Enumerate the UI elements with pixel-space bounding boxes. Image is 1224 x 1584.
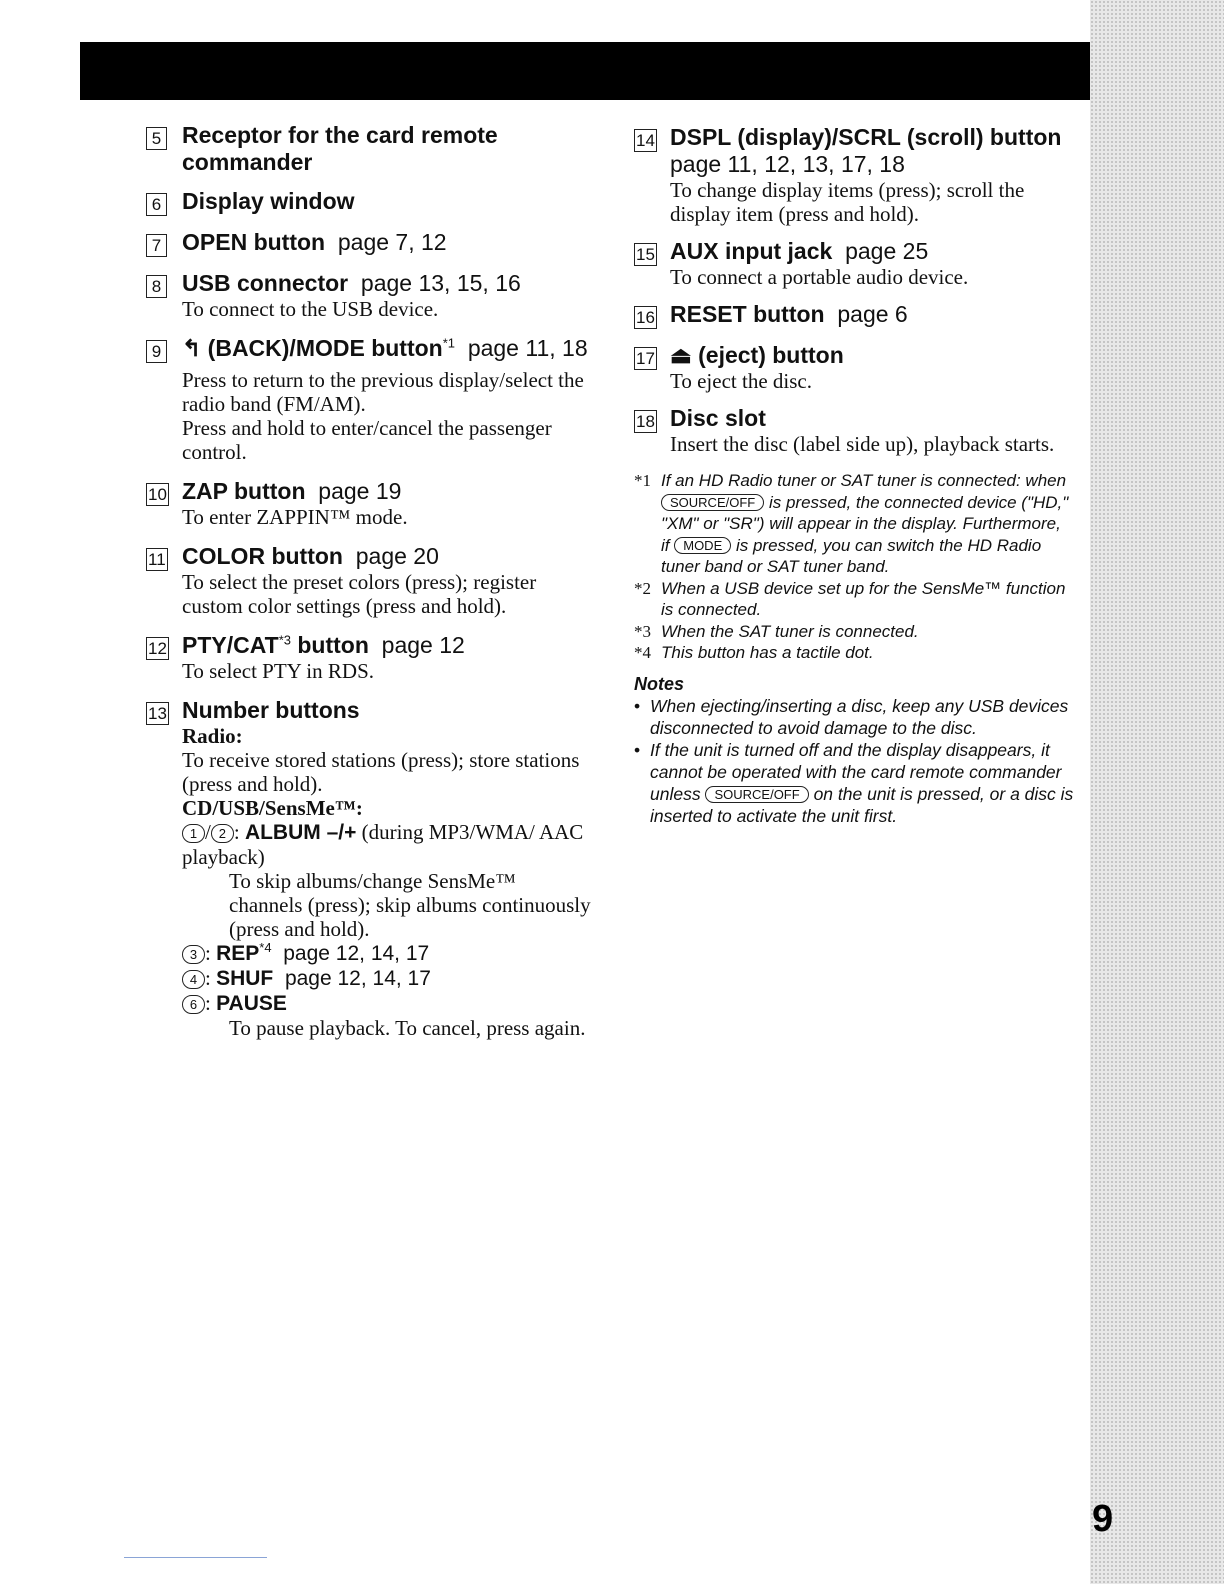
item-title: USB connector [182, 270, 349, 296]
pause-desc: To pause playback. To cancel, press again. [229, 1016, 586, 1040]
item-desc: To select PTY in RDS. [182, 659, 374, 683]
item-title: ZAP button [182, 478, 306, 504]
item-desc: Press and hold to enter/cancel the passenger control. [182, 416, 552, 464]
item-number: 13 [148, 704, 167, 723]
item-number: 9 [146, 340, 167, 363]
page-ref: page 11, 18 [467, 335, 588, 361]
item-number: 8 [146, 275, 167, 298]
item-desc: To connect to the USB device. [182, 297, 439, 321]
item-title: Number buttons [182, 697, 360, 723]
page-ref: page 12, 14, 17 [284, 967, 431, 990]
rep-label: REP [216, 942, 260, 965]
notes-section [634, 674, 1074, 827]
item-number: 10 [148, 485, 167, 504]
source-off-button-icon: SOURCE/OFF [705, 786, 808, 803]
preset-2-button-icon: 2 [211, 824, 234, 843]
footnote-mark: *4 [634, 643, 651, 662]
footnote-1 [634, 470, 1074, 578]
item-title: PTY/CAT [182, 632, 279, 658]
item-number: 7 [146, 234, 167, 257]
footnote-mark: *3 [634, 621, 651, 641]
preset-6-button-icon: 6 [182, 995, 205, 1014]
preset-4-button-icon: 4 [182, 970, 205, 989]
shuf-label: SHUF [216, 967, 274, 990]
notes-title: Notes [634, 673, 685, 694]
page-ref: page 11, 12, 13, 17, 18 [670, 151, 905, 177]
item-number: 17 [636, 349, 655, 368]
item-15 [634, 238, 1074, 289]
footnote-ref: *1 [442, 335, 456, 351]
footnote-mark: *2 [634, 578, 651, 598]
item-number: 6 [146, 193, 167, 216]
note-item [634, 739, 1074, 827]
item-title: (BACK)/MODE button [207, 335, 443, 361]
item-title: DSPL (display)/SCRL (scroll) button [670, 124, 1062, 150]
item-title: AUX input jack [670, 238, 833, 264]
item-number: 18 [636, 412, 655, 431]
pause-label: PAUSE [216, 992, 287, 1015]
item-title: COLOR button [182, 543, 343, 569]
item-desc: To change display items (press); scroll the display item (press and hold). [670, 178, 1025, 226]
page-ref: page 6 [837, 301, 908, 327]
item-17 [634, 342, 1074, 393]
left-column [146, 120, 591, 1040]
page-number: 9 [1092, 1498, 1114, 1540]
side-thumb-strip [1090, 0, 1224, 1584]
footnote-3 [634, 621, 1074, 643]
item-5 [146, 122, 591, 176]
page-ref: page 25 [845, 238, 929, 264]
item-desc: Insert the disc (label side up), playback starts. [670, 432, 1055, 456]
page-ref: page 12 [381, 632, 465, 658]
item-13: 13 Number buttons Radio: To receive stored stations (press); store stations (press and hold). CD/USB/SensMe™: 1 / 2 : ALBUM –/+ (during MP3/WMA/ AAC playback) To skip albums/change SensMe™ channels (press); skip albums continuously (press and hold). 3 : REP$^{*4}$ page 12, 14, 17 4 : SHUF page 12, 14, 17 6 : PAUSE To pause playback. To cancel, press again. [148, 697, 591, 1040]
item-number: 5 [146, 127, 167, 150]
item-number: 11 [148, 550, 166, 569]
item-14 [634, 124, 1074, 226]
item-title: Display window [182, 188, 355, 214]
note-item: • When ejecting/inserting a disc, keep any USB devices disconnected to avoid damage to the disc. [634, 695, 1074, 739]
cd-usb-label: CD/USB/SensMe™: [182, 796, 363, 820]
footnote-text: This button has a tactile dot. [661, 643, 874, 662]
footnote-text: is pressed, the connected device ("HD," "XM" or "SR") will appear in the display. Furthermore, if [661, 492, 1069, 555]
footnote-mark: *1 [634, 471, 651, 490]
item-title: (eject) button [698, 342, 844, 368]
radio-desc: To receive stored stations (press); store stations (press and hold). [182, 748, 580, 796]
back-icon: ↰ [182, 335, 202, 361]
eject-icon: ⏏ [670, 342, 692, 368]
radio-label: Radio: [182, 724, 243, 748]
item-7 [146, 229, 591, 256]
item-desc: Press to return to the previous display/select the radio band (FM/AM). [182, 368, 584, 416]
item-desc: To select the preset colors (press); register custom color settings (press and hold). [182, 570, 537, 618]
footnote-ref: *3 [278, 632, 291, 648]
footnote-4 [634, 642, 1074, 664]
item-6 [146, 188, 591, 215]
right-column [634, 120, 1074, 827]
item-number: 15 [636, 245, 655, 264]
item-title: Disc slot [670, 405, 766, 431]
album-label: ALBUM –/+ [244, 821, 357, 844]
page-ref: page 19 [318, 478, 402, 504]
page-ref: page 12, 14, 17 [283, 942, 430, 965]
item-18 [634, 405, 1074, 456]
item-title: Receptor for the card remote commander [182, 122, 498, 175]
note-text: on the unit is pressed, or a disc is inserted to activate the unit first. [650, 783, 1074, 826]
album-note: (during MP3/WMA/ AAC playback) [182, 820, 584, 869]
item-desc: To eject the disc. [670, 369, 812, 393]
source-off-button-icon: SOURCE/OFF [661, 494, 764, 511]
footnote-text: is pressed, you can switch the HD Radio tuner band or SAT tuner band. [661, 535, 1042, 576]
page-ref: page 7, 12 [337, 229, 447, 255]
page-ref: page 20 [355, 543, 439, 569]
item-10 [146, 478, 591, 529]
item-8 [146, 270, 591, 321]
footnote-text: When the SAT tuner is connected. [661, 621, 919, 641]
preset-3-button-icon: 3 [182, 945, 205, 964]
footnotes [634, 470, 1074, 664]
item-9 [146, 335, 591, 464]
mode-button-icon: MODE [674, 537, 731, 554]
footnote-text: When a USB device set up for the SensMe™ function is connected. [661, 578, 1066, 619]
bottom-rule [124, 1557, 267, 1558]
item-number: 12 [148, 639, 167, 658]
album-desc: To skip albums/change SensMe™ channels (press); skip albums continuously (press and hold). [229, 869, 591, 941]
item-number: 16 [636, 308, 655, 327]
item-12 [146, 632, 591, 683]
item-desc: To connect a portable audio device. [670, 265, 969, 289]
item-title: OPEN button [182, 229, 326, 255]
header-bar [80, 42, 1094, 100]
footnote-2 [634, 578, 1074, 621]
item-title: RESET button [670, 301, 825, 327]
item-number: 14 [636, 131, 655, 150]
preset-1-button-icon: 1 [182, 824, 205, 843]
item-11 [146, 543, 591, 618]
item-16 [634, 301, 1074, 328]
page-ref: page 13, 15, 16 [360, 270, 521, 296]
footnote-text: If an HD Radio tuner or SAT tuner is connected: when [661, 471, 1067, 490]
footnote-ref: *4 [259, 940, 272, 955]
item-desc: To enter ZAPPIN™ mode. [182, 505, 408, 529]
item-title-suffix: button [297, 632, 369, 658]
note-text: If the unit is turned off and the display disappears, it cannot be operated with the card remote commander unless [650, 739, 1062, 804]
